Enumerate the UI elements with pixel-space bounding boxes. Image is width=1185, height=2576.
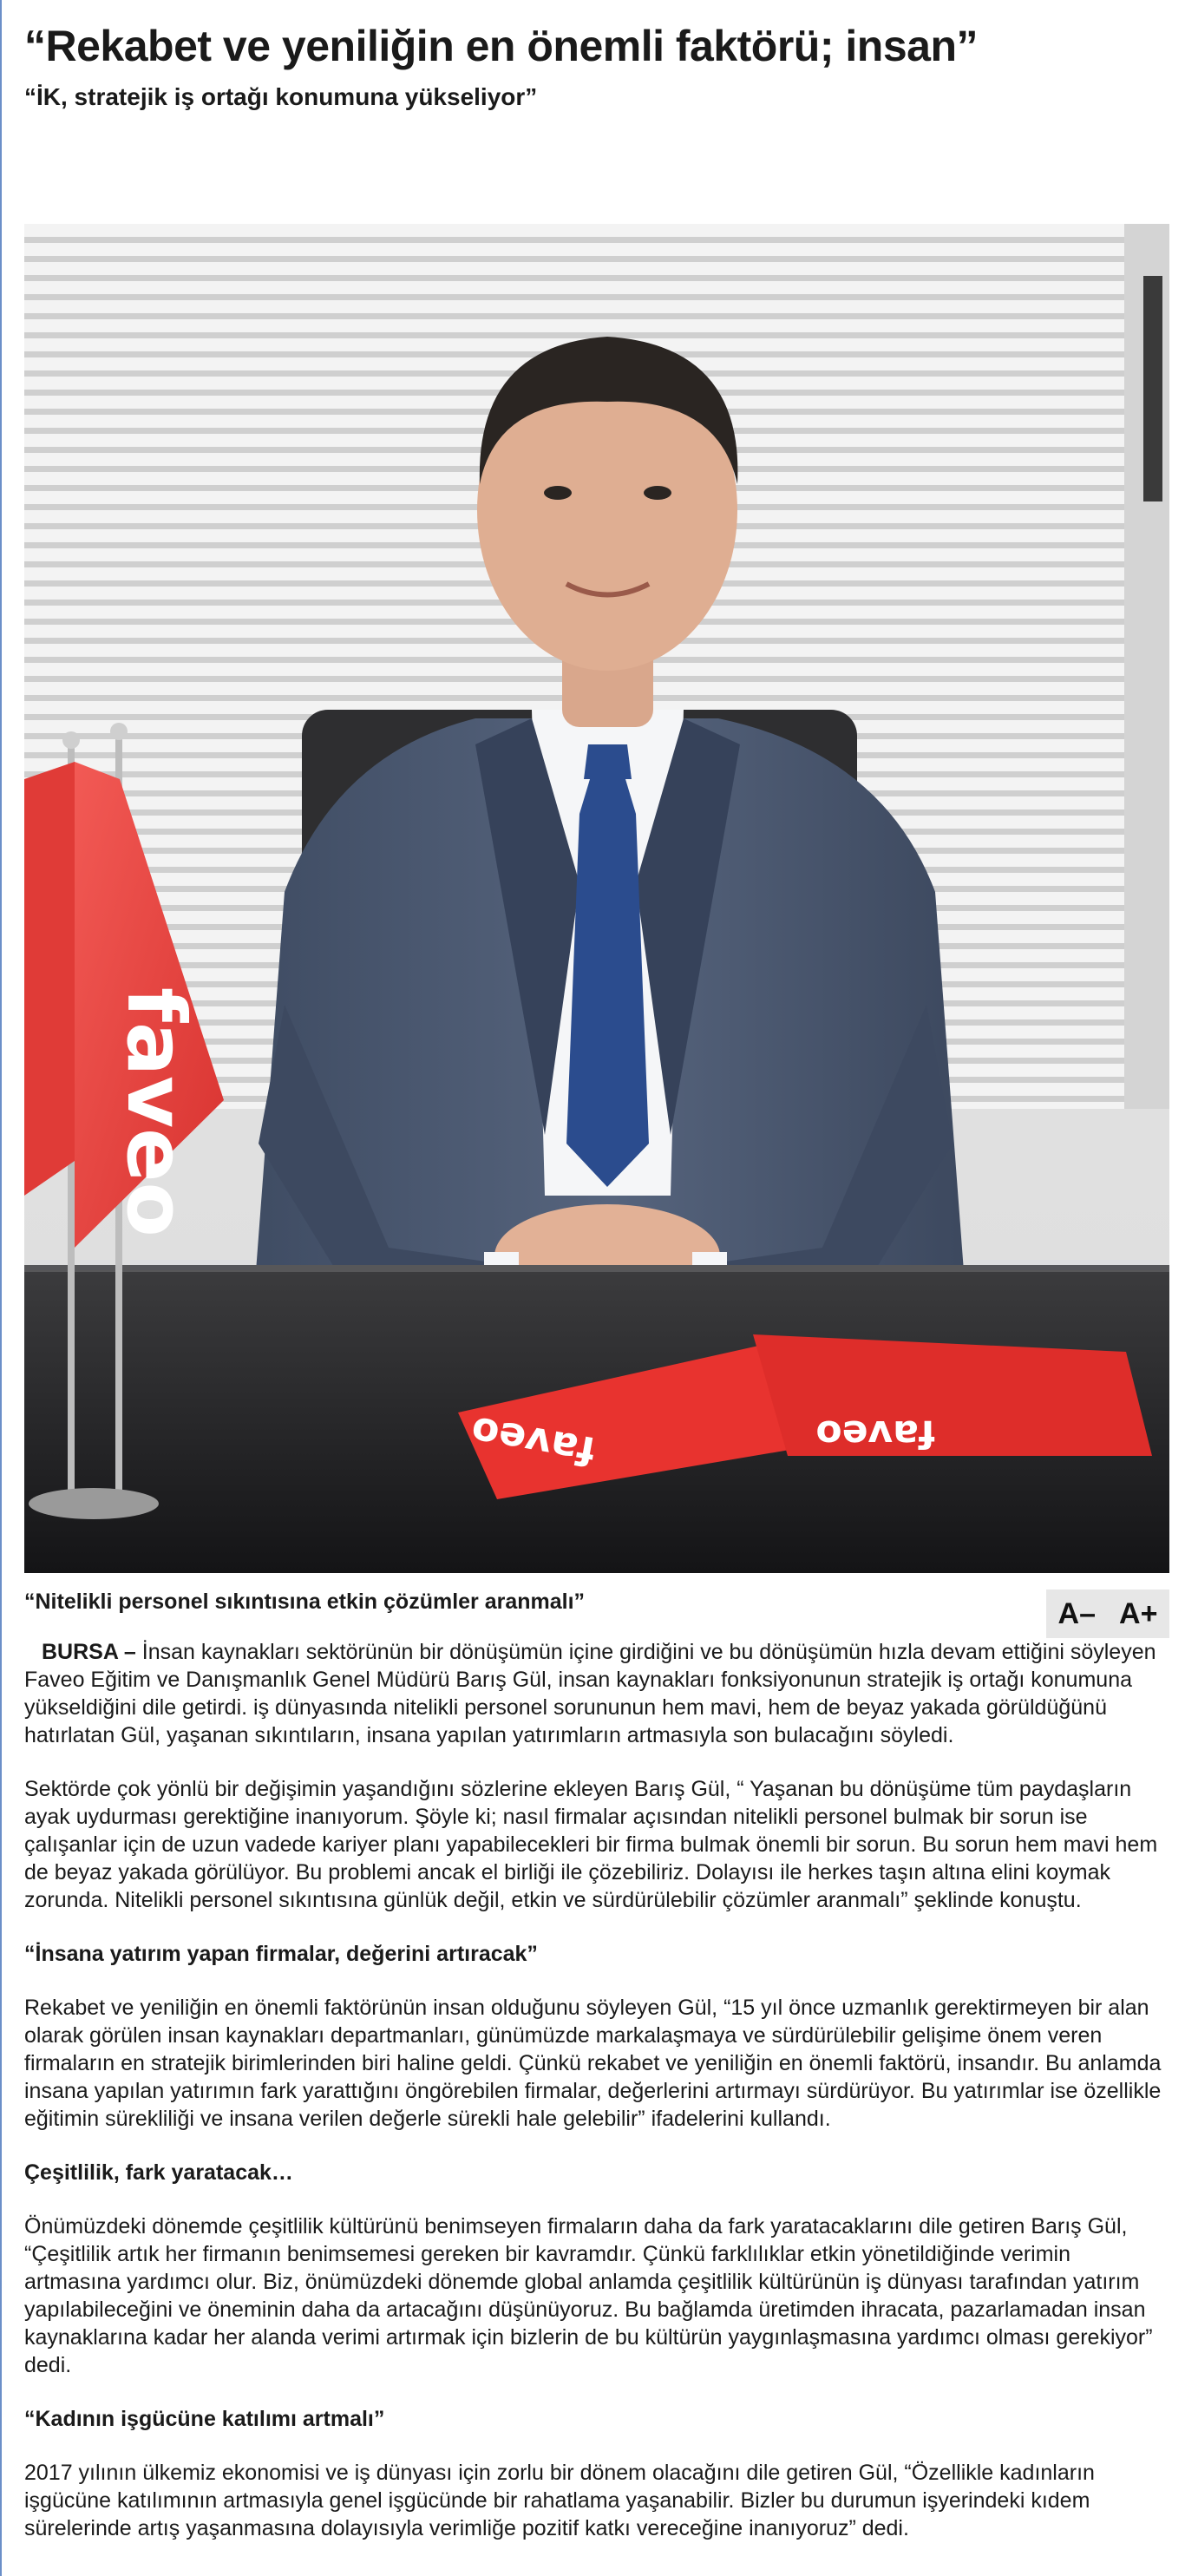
font-size-controls	[1046, 1590, 1169, 1638]
folder-logo: faveo	[467, 1407, 599, 1476]
paragraph-4: Önümüzdeki dönemde çeşitlilik kültürünü benimseyen firmaların daha da fark yaratacaklarını dile getiren Barış Gül, “Çeşitlilik artık her firmanın benimsemesi gereken bir kavramdır. Çünkü farklılıklar etkin yönetildiğinde verimin artmasına yardımcı olur. Biz, önümüzdeki dönemde global anlamda çeşitlilik kültürünün iş dünyası tarafından yatırım yapılabileceğini ve öneminin daha da artacağını düşünüyoruz. Bu bağlamda üretimden ihracata, pazarlamadan insan kaynaklarına kadar her alanda verimi artırmak için bizlerin de bu kültürün yaygınlaşmasına yardımcı olması gerekiyor” dedi.	[24, 2214, 1153, 2377]
flag-logo: faveo	[109, 987, 202, 1237]
svg-text:faveo: faveo	[815, 1412, 935, 1456]
article-photo	[24, 224, 1169, 1573]
article-body	[24, 1638, 1169, 2568]
intro-text: İnsan kaynakları sektörünün bir dönüşümün içine girdiğini ve bu dönüşümün hızla devam ettiğini söyleyen Faveo Eğitim ve Danışmanlık Genel Müdürü Barış Gül, insan kaynakları fonksiyonunun stratejik iş ortağı konumuna yükseldiğini dile getirdi. iş dünyasında nitelikli personel sorununun hem mavi, hem de beyaz yakada görüldüğünü hatırlatan Gül, yaşanan sıkıntıların, insana yapılan yatırımların artmasıyla son bulacağını söyledi.	[24, 1640, 1156, 1747]
dateline-city: BURSA –	[42, 1640, 136, 1664]
subheading-investment: “İnsana yatırım yapan firmalar, değerini artıracak”	[24, 1942, 538, 1966]
left-border	[0, 0, 2, 2576]
portrait-illustration	[24, 224, 1169, 1573]
article-subheadline: “İK, stratejik iş ortağı konumuna yükseliyor”	[24, 83, 538, 110]
intro-paragraph	[24, 1638, 1169, 1749]
paragraph-2: Sektörde çok yönlü bir değişimin yaşandığını sözlerine ekleyen Barış Gül, “ Yaşanan bu dönüşüme tüm paydaşların ayak uydurması gerektiğine inanıyorum. Şöyle ki; nasıl firmalar açısından nitelikli personel bulmak bir sorun ise çalışanlar için de uzun vadede kariyer planı yapabilecekleri bir firma bulmak önemli bir sorun. Bu sorun hem mavi hem de beyaz yakada görülüyor. Bu problemi ancak el birliği ile çözebiliriz. Dolayısı ile herkes taşın altına elini koymak zorunda. Nitelikli personel sıkıntısına günlük değil, etkin ve sürdürülebilir çözümler aranmalı” şeklinde konuştu.	[24, 1777, 1158, 1912]
font-decrease-button[interactable]: A–	[1057, 1597, 1096, 1630]
paragraph-5: 2017 yılının ülkemiz ekonomisi ve iş dünyası için zorlu bir dönem olacağını dile getiren Gül, “Özellikle kadınların işgücüne katılımının artmasıyla genel işgücünde bir rahatlama yaşanabilir. Bizler bu durumun işyerindeki kıdem sürelerinde artış yaşanmasına dolayısıyla verimliğe pozitif katkı vereceğine inanıyoruz” dedi.	[24, 2461, 1095, 2540]
article-headline: “Rekabet ve yeniliğin en önemli faktörü; insan”	[24, 22, 978, 70]
subheading-women-workforce: “Kadının işgücüne katılımı artmalı”	[24, 2407, 385, 2431]
folder-red-right	[753, 1334, 1152, 1456]
subheading-diversity: Çeşitlilik, fark yaratacak…	[24, 2160, 293, 2185]
paragraph-3: Rekabet ve yeniliğin en önemli faktörünün insan olduğunu söyleyen Gül, “15 yıl önce uzmanlık gerektirmeyen bir alan olarak görülen insan kaynakları departmanları, günümüzde markalaşmaya ve sürdürülebilir gelişime önem veren firmaların en stratejik birimlerinden biri haline geldi. Çünkü rekabet ve yeniliğin en önemli faktörü, insandır. Bu anlamda insana yapılan yatırımın fark yarattığını öngörebilen firmalar, değerlerini artırmayı sürdürüyor. Bu yatırımlar ise özellikle eğitimin sürekliliği ve insana verilen değerle sürekli hale gelebilir” ifadelerini kullandı.	[24, 1996, 1162, 2131]
section-lead: “Nitelikli personel sıkıntısına etkin çözümler aranmalı”	[24, 1590, 586, 1614]
font-increase-button[interactable]: A+	[1119, 1597, 1158, 1630]
